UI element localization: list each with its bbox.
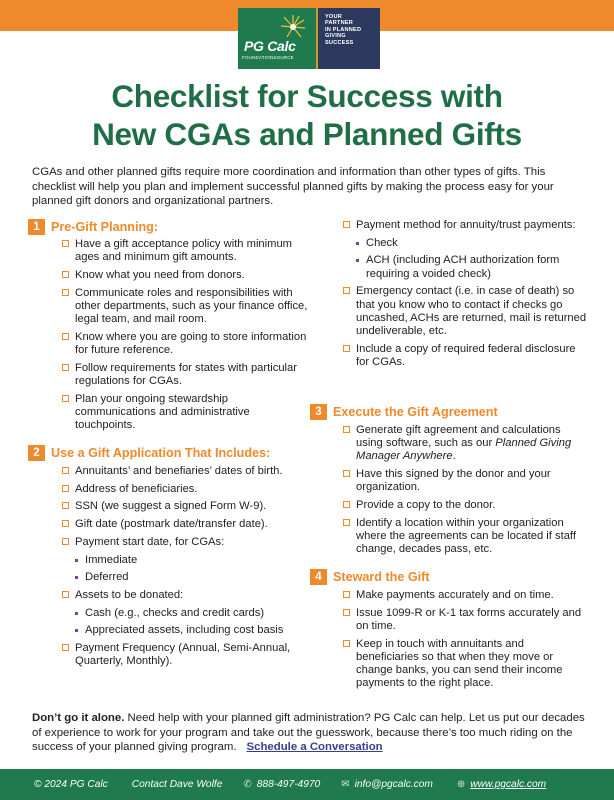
checkbox-icon[interactable]: [343, 470, 350, 477]
checkbox-icon[interactable]: [343, 426, 350, 433]
checklist-item[interactable]: Know what you need from donors.: [62, 269, 310, 282]
sub-list: [356, 237, 588, 281]
sub-item: Appreciated assets, including cost basis: [75, 624, 310, 637]
bullet-icon: [75, 559, 78, 562]
footer-website: www.pgcalc.com: [470, 779, 547, 790]
checklist-item[interactable]: Emergency contact (i.e. in case of death) so that you know who to contact if checks go uncashed, ACHs are returned, mail is returned undeliverable, etc.: [343, 285, 588, 338]
closing-paragraph: [32, 711, 592, 755]
footer-website-group[interactable]: [457, 779, 546, 790]
checkbox-icon[interactable]: [62, 520, 69, 527]
checklist-item[interactable]: Generate gift agreement and calculations using software, such as our Planned Giving Manager Anywhere.: [343, 424, 588, 464]
checkbox-icon[interactable]: [343, 609, 350, 616]
intro-paragraph: CGAs and other planned gifts require more coordination and information than other types of gifts. This checklist will help you plan and implement successful planned gifts by making the process easy for your planned gift donors and organizational partners.: [32, 166, 554, 208]
checkbox-icon[interactable]: [62, 644, 69, 651]
bullet-icon: [75, 629, 78, 632]
checkbox-icon[interactable]: [343, 519, 350, 526]
sun-logo-icon: [280, 14, 306, 40]
tagline-line: GIVING: [325, 33, 346, 40]
checkbox-icon[interactable]: [343, 640, 350, 647]
checkbox-icon[interactable]: [62, 395, 69, 402]
checklist-item[interactable]: Include a copy of required federal disclosure for CGAs.: [343, 343, 588, 369]
section-title: Steward the Gift: [333, 570, 430, 584]
checkbox-icon[interactable]: [62, 591, 69, 598]
software-name: Planned Giving Manager Anywhere: [356, 437, 572, 463]
footer-contact: Contact Dave Wolfe: [131, 779, 223, 790]
checkbox-icon[interactable]: [62, 467, 69, 474]
closing-bold-lead: Don’t go it alone.: [32, 712, 125, 724]
checklist-item[interactable]: Follow requirements for states with particular regulations for CGAs.: [62, 362, 310, 388]
checkbox-icon[interactable]: [62, 289, 69, 296]
checklist-item[interactable]: Gift date (postmark date/transfer date).: [62, 518, 310, 531]
checklist-item[interactable]: Payment method for annuity/trust payments: Check ACH (including ACH authorization form requiring a voided check): [343, 219, 588, 281]
logo-tagline-panel: [316, 8, 380, 69]
checklist-item[interactable]: Provide a copy to the donor.: [343, 499, 588, 512]
tagline-line: YOUR: [325, 14, 342, 20]
phone-icon: ✆: [243, 779, 252, 790]
tagline-line: IN PLANNED: [325, 26, 362, 33]
footer-phone-group[interactable]: [243, 779, 320, 790]
checkbox-icon[interactable]: [62, 485, 69, 492]
checkbox-icon[interactable]: [343, 501, 350, 508]
sub-item: Deferred: [75, 571, 310, 584]
footer-phone: 888-497-4970: [256, 779, 321, 790]
sub-item: ACH (including ACH authorization form requiring a voided check): [356, 254, 588, 280]
section-1-list: [62, 238, 310, 437]
section-3-header: [310, 404, 498, 420]
sub-item: Immediate: [75, 554, 310, 567]
checkbox-icon[interactable]: [343, 591, 350, 598]
checklist-item[interactable]: Have this signed by the donor and your organization.: [343, 468, 588, 494]
sub-item: Cash (e.g., checks and credit cards): [75, 607, 310, 620]
checklist-item[interactable]: Have a gift acceptance policy with minimum ages and minimum gift amounts.: [62, 238, 310, 264]
bullet-icon: [356, 242, 359, 245]
section-number-badge: 1: [28, 219, 45, 235]
checklist-item[interactable]: Keep in touch with annuitants and beneficiaries so that when they move or change banks, you can send their income payments to the right place.: [343, 638, 588, 691]
section-number-badge: 2: [28, 445, 45, 461]
closing-text: Need help with your planned gift administration? PG Calc can help. Let us put our decades of experience to work for your program and take out the guesswork, because there’s too much riding on the success of your planned giving program.: [32, 712, 585, 754]
title-line-2: New CGAs and Planned Gifts: [92, 116, 522, 152]
checklist-item[interactable]: Know where you are going to store information for future reference.: [62, 331, 310, 357]
checklist-item[interactable]: Plan your ongoing stewardship communications and administrative touchpoints.: [62, 393, 310, 433]
section-title: Use a Gift Application That Includes:: [51, 446, 271, 460]
checklist-item[interactable]: Issue 1099-R or K-1 tax forms accurately and on time.: [343, 607, 588, 633]
checkbox-icon[interactable]: [62, 502, 69, 509]
sub-list: [75, 607, 310, 637]
checkbox-icon[interactable]: [62, 271, 69, 278]
sub-item: Check: [356, 237, 588, 250]
logo-subtext: FOUNDATIONSOURCE: [242, 55, 294, 60]
checkbox-icon[interactable]: [343, 221, 350, 228]
checkbox-icon[interactable]: [343, 345, 350, 352]
bullet-icon: [356, 259, 359, 262]
checklist-item[interactable]: Communicate roles and responsibilities with other departments, such as your finance office, legal team, and mail room.: [62, 287, 310, 327]
section-2-continued-list: [343, 219, 588, 374]
checkbox-icon[interactable]: [62, 538, 69, 545]
checkbox-icon[interactable]: [62, 364, 69, 371]
footer-email-group[interactable]: [341, 779, 433, 790]
checklist-item[interactable]: SSN (we suggest a signed Form W-9).: [62, 500, 310, 513]
tagline-line: SUCCESS: [325, 39, 354, 46]
section-title: Pre-Gift Planning:: [51, 220, 159, 234]
section-number-badge: 3: [310, 404, 327, 420]
email-icon: ✉: [341, 779, 350, 790]
schedule-conversation-link[interactable]: Schedule a Conversation: [246, 741, 383, 754]
section-4-header: [310, 569, 430, 585]
checklist-item[interactable]: Identify a location within your organization where the agreements can be located if staff change, decades pass, etc.: [343, 517, 588, 557]
section-2-header: [28, 445, 270, 461]
footer-copyright: © 2024 PG Calc: [34, 779, 108, 790]
checklist-item[interactable]: Make payments accurately and on time.: [343, 589, 588, 602]
logo-green-panel: [238, 8, 316, 69]
section-3-list: [343, 424, 588, 561]
footer-email: info@pgcalc.com: [354, 779, 433, 790]
checklist-item[interactable]: Assets to be donated: Cash (e.g., checks and credit cards) Appreciated assets, including cost basis: [62, 589, 310, 638]
checkbox-icon[interactable]: [62, 240, 69, 247]
pg-calc-logo[interactable]: [238, 8, 380, 69]
title-line-1: Checklist for Success with: [111, 78, 503, 114]
footer-bar: [0, 769, 614, 800]
checkbox-icon[interactable]: [343, 287, 350, 294]
checklist-item[interactable]: Annuitants’ and benefiaries’ dates of birth.: [62, 465, 310, 478]
checklist-item[interactable]: Address of beneficiaries.: [62, 483, 310, 496]
checklist-item[interactable]: Payment Frequency (Annual, Semi-Annual, Quarterly, Monthly).: [62, 642, 310, 668]
page-title: [0, 77, 614, 153]
tagline-line: PARTNER: [325, 20, 354, 27]
bullet-icon: [75, 612, 78, 615]
checkbox-icon[interactable]: [62, 333, 69, 340]
sub-list: [75, 554, 310, 584]
section-4-list: [343, 589, 588, 695]
section-1-header: [28, 219, 158, 235]
logo-name: PG Calc: [244, 38, 296, 54]
checklist-item[interactable]: Payment start date, for CGAs: Immediate Deferred: [62, 536, 310, 585]
bullet-icon: [75, 576, 78, 579]
section-number-badge: 4: [310, 569, 327, 585]
section-title: Execute the Gift Agreement: [333, 405, 498, 419]
section-2-list: [62, 465, 310, 673]
globe-icon: ⊕: [456, 779, 466, 790]
